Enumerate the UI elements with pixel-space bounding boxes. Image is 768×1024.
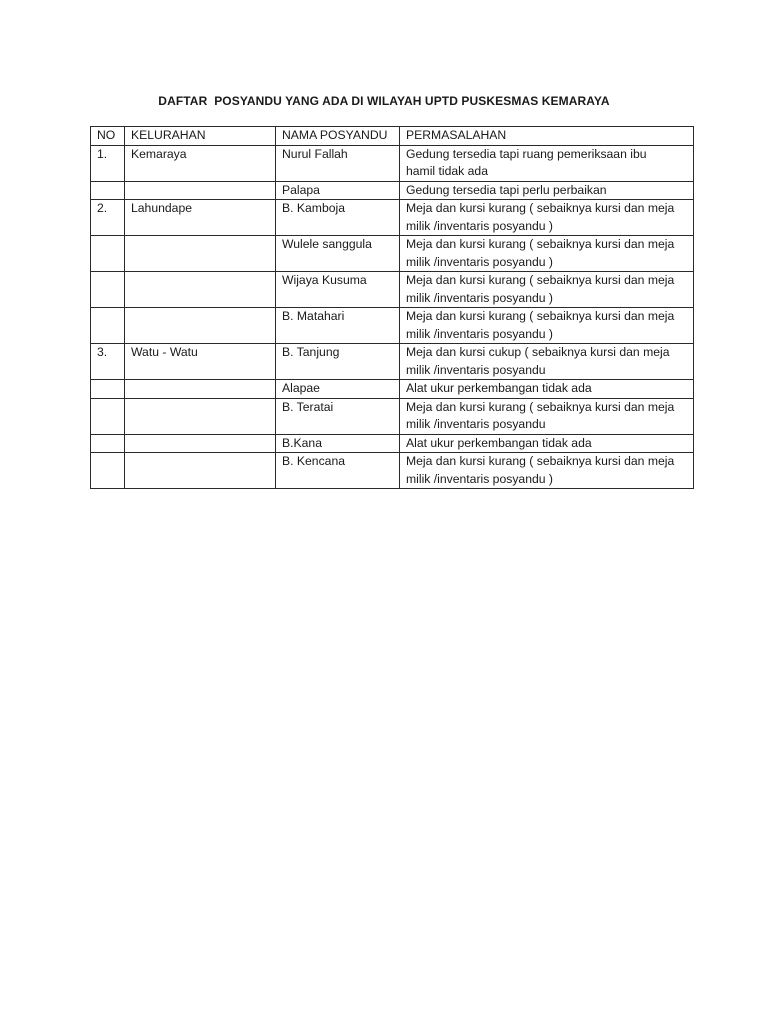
cell-permasalahan: Meja dan kursi kurang ( sebaiknya kursi dan meja milik /inventaris posyandu ) (400, 200, 694, 236)
cell-no: 2. (91, 200, 125, 236)
cell-permasalahan: Meja dan kursi kurang ( sebaiknya kursi dan meja milik /inventaris posyandu ) (400, 236, 694, 272)
cell-kelurahan (125, 236, 276, 272)
cell-nama-posyandu: B. Kencana (276, 453, 400, 489)
table-row (91, 145, 694, 181)
cell-nama-posyandu: B.Kana (276, 434, 400, 453)
cell-nama-posyandu: B. Matahari (276, 308, 400, 344)
cell-nama-posyandu: B. Tanjung (276, 344, 400, 380)
cell-nama-posyandu: Alapae (276, 380, 400, 399)
cell-no (91, 434, 125, 453)
cell-no (91, 380, 125, 399)
cell-kelurahan (125, 434, 276, 453)
cell-kelurahan (125, 453, 276, 489)
table-row (91, 380, 694, 399)
cell-kelurahan (125, 398, 276, 434)
cell-no (91, 398, 125, 434)
page-title: DAFTAR POSYANDU YANG ADA DI WILAYAH UPTD PUSKESMAS KEMARAYA (158, 94, 610, 108)
cell-permasalahan: Alat ukur perkembangan tidak ada (400, 380, 694, 399)
table-header-row (91, 127, 694, 146)
cell-permasalahan: Meja dan kursi kurang ( sebaiknya kursi dan meja milik /inventaris posyandu (400, 398, 694, 434)
cell-no: 3. (91, 344, 125, 380)
cell-no (91, 236, 125, 272)
header-nama-posyandu: NAMA POSYANDU (276, 127, 400, 146)
cell-nama-posyandu: Wijaya Kusuma (276, 272, 400, 308)
cell-no (91, 308, 125, 344)
cell-nama-posyandu: Palapa (276, 181, 400, 200)
cell-kelurahan: Kemaraya (125, 145, 276, 181)
header-kelurahan: KELURAHAN (125, 127, 276, 146)
table-row (91, 398, 694, 434)
table-row (91, 272, 694, 308)
cell-no (91, 181, 125, 200)
cell-nama-posyandu: Wulele sanggula (276, 236, 400, 272)
cell-kelurahan: Watu - Watu (125, 344, 276, 380)
cell-nama-posyandu: B. Teratai (276, 398, 400, 434)
cell-permasalahan: Meja dan kursi kurang ( sebaiknya kursi dan meja milik /inventaris posyandu ) (400, 308, 694, 344)
cell-kelurahan (125, 380, 276, 399)
cell-no: 1. (91, 145, 125, 181)
header-permasalahan: PERMASALAHAN (400, 127, 694, 146)
table-row (91, 344, 694, 380)
table-row (91, 181, 694, 200)
table-row (91, 308, 694, 344)
cell-kelurahan (125, 272, 276, 308)
cell-nama-posyandu: Nurul Fallah (276, 145, 400, 181)
cell-no (91, 272, 125, 308)
table-row (91, 453, 694, 489)
header-no: NO (91, 127, 125, 146)
posyandu-table (90, 126, 694, 489)
cell-nama-posyandu: B. Kamboja (276, 200, 400, 236)
table-row (91, 200, 694, 236)
cell-permasalahan: Alat ukur perkembangan tidak ada (400, 434, 694, 453)
cell-kelurahan (125, 308, 276, 344)
cell-permasalahan: Meja dan kursi cukup ( sebaiknya kursi dan meja milik /inventaris posyandu (400, 344, 694, 380)
cell-no (91, 453, 125, 489)
cell-permasalahan: Meja dan kursi kurang ( sebaiknya kursi dan meja milik /inventaris posyandu ) (400, 272, 694, 308)
cell-kelurahan (125, 181, 276, 200)
cell-kelurahan: Lahundape (125, 200, 276, 236)
cell-permasalahan: Meja dan kursi kurang ( sebaiknya kursi dan meja milik /inventaris posyandu ) (400, 453, 694, 489)
table-row (91, 236, 694, 272)
table-row (91, 434, 694, 453)
cell-permasalahan: Gedung tersedia tapi perlu perbaikan (400, 181, 694, 200)
cell-permasalahan: Gedung tersedia tapi ruang pemeriksaan ibu hamil tidak ada (400, 145, 694, 181)
